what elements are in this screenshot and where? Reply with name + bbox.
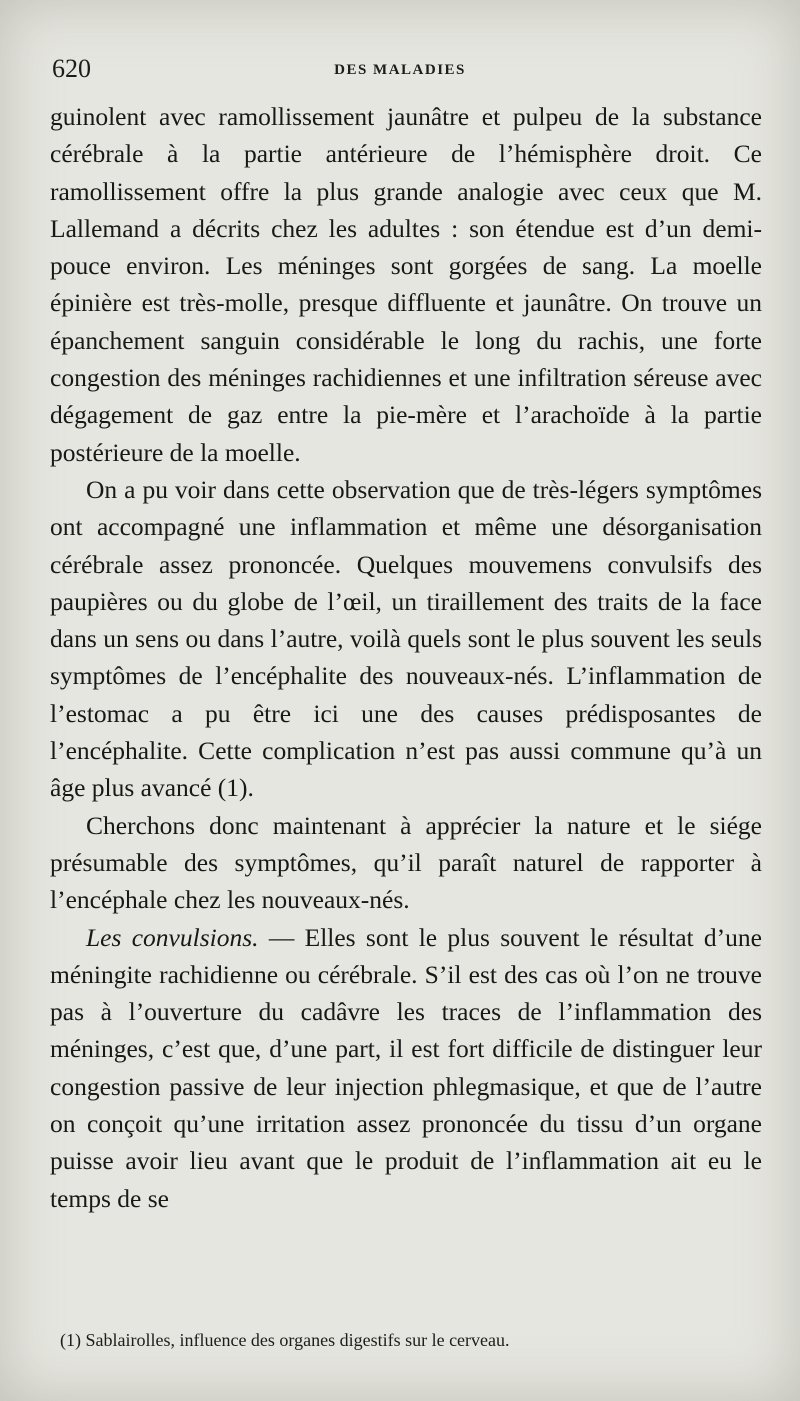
paragraph-convulsions [50,919,762,1217]
body-text [50,98,762,1217]
paragraph-continued: guinolent avec ramollissement jaunâtre et pulpeu de la substance cérébrale à la partie antérieure de l’hémisphère droit. Ce ramollissement offre la plus grande analogie avec ceux que M. Lallemand a décrits chez les adultes : son étendue est d’un demi-pouce environ. Les méninges sont gorgées de sang. La moelle épinière est très-molle, presque diffluente et jaunâtre. On trouve un épanchement sanguin considérable le long du rachis, une forte congestion des méninges rachidiennes et une infiltration séreuse avec dégagement de gaz entre la pie-mère et l’arachoïde à la partie postérieure de la moelle. [50,102,762,467]
running-head: DES MALADIES [334,62,466,78]
paragraph-observation: On a pu voir dans cette observation que de très-légers symptômes ont accompagné une inflammation et même une désorganisation cérébrale assez prononcée. Quelques mouvemens convulsifs des paupières ou du globe de l’œil, un tiraillement des traits de la face dans un sens ou dans l’autre, voilà quels sont le plus souvent les seuls symptômes de l’encéphalite des nouveaux-nés. L’inflammation de l’estomac a pu être ici une des causes prédisposantes de l’encéphalite. Cette complication n’est pas aussi commune qu’à un âge plus avancé (1). [50,474,762,803]
paragraph-convulsions-text: — Elles sont le plus souvent le résultat d’une méningite rachidienne ou cérébrale. S’il est des cas où l’on ne trouve pas à l’ouverture du cadâvre les traces de l’inflammation des méninges, c’est que, d’une part, il est fort difficile de distinguer leur congestion passive de leur injection phlegmasique, et que de l’autre on conçoit qu’une irritation assez prononcée du tissu d’un organe puisse avoir lieu avant que le produit de l’inflammation ait eu le temps de se [50,922,762,1213]
section-lead-in: Les convulsions. [86,922,259,952]
page-number: 620 [52,54,91,83]
footnote: (1) Sablairolles, influence des organes digestifs sur le cerveau. [60,1330,510,1350]
paragraph-cherchons: Cherchons donc maintenant à apprécier la nature et le siége présumable des symptômes, qu’il paraît naturel de rapporter à l’encéphale chez les nouveaux-nés. [50,810,762,915]
